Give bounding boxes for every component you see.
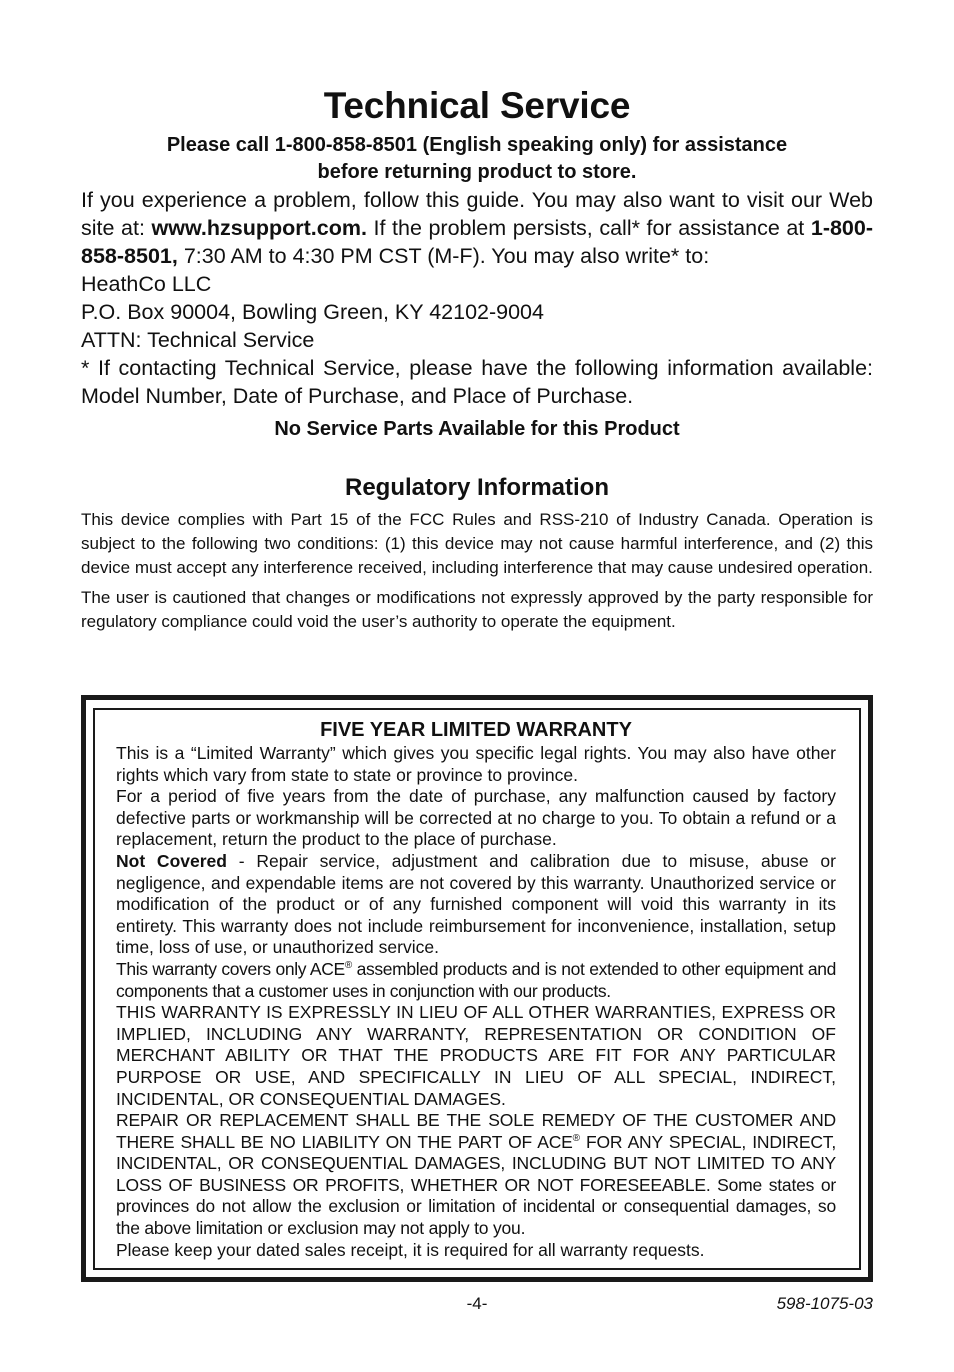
warranty-paragraph-2: For a period of five years from the date of purchase, any malfunction caused by factory defective parts or workmanship will be corrected at no charge to you. To obtain a refund or a replacement, return the product to the place of purchase. bbox=[116, 786, 836, 850]
remedy-text-a: REPAIR OR REPLACEMENT SHALL BE THE SOLE REMEDY OF THE CUSTOMER AND THERE SHALL BE NO LIABILITY ON THE PART OF ACE bbox=[116, 1110, 836, 1152]
regulatory-paragraph-2: The user is cautioned that changes or modifications not expressly approved by the party responsible for regulatory compliance could void the user’s authority to operate the equipment. bbox=[81, 588, 873, 631]
registered-mark: ® bbox=[344, 960, 352, 972]
warranty-not-covered bbox=[116, 851, 836, 959]
warranty-paragraph-6 bbox=[116, 1110, 836, 1240]
intro-paragraph bbox=[81, 186, 873, 270]
warranty-paragraph-7: Please keep your dated sales receipt, it is required for all warranty requests. bbox=[116, 1239, 705, 1260]
website-link[interactable]: www.hzsupport.com. bbox=[151, 216, 367, 240]
warranty-box bbox=[81, 695, 873, 1282]
warranty-content bbox=[93, 708, 861, 1270]
technical-service-section bbox=[81, 80, 873, 640]
warranty-paragraph-1: This is a “Limited Warranty” which gives you specific legal rights. You may also have other rights which vary from state to state or province to province. bbox=[116, 743, 836, 785]
warranty-title: FIVE YEAR LIMITED WARRANTY bbox=[320, 719, 632, 741]
no-parts-notice: No Service Parts Available for this Product bbox=[274, 418, 680, 440]
intro-text-1: If you experience a problem, follow this guide. You may also want to visit our Web site at: bbox=[81, 188, 873, 240]
coverage-text-a: This warranty covers only ACE bbox=[116, 958, 345, 979]
registered-mark-2: ® bbox=[572, 1132, 580, 1144]
regulatory-paragraph-1: This device complies with Part 15 of the FCC Rules and RSS-210 of Industry Canada. Operation is subject to the following two conditions: (1) this device may not cause harmful interference, and (2) this device must accept any interference received, including interference that may cause undesired operation. bbox=[81, 510, 873, 577]
warranty-paragraph-5: THIS WARRANTY IS EXPRESSLY IN LIEU OF ALL OTHER WARRANTIES, EXPRESS OR IMPLIED, INCLUDING ANY WARRANTY, REPRESENTATION OR CONDITION OF MERCHANT ABILITY OR THAT THE PRODUCTS ARE FIT FOR ANY PARTICULAR PURPOSE OR USE, AND SPECIFICALLY IN LIEU OF ALL SPECIAL, INDIRECT, INCIDENTAL, OR CONSEQUENTIAL DAMAGES. bbox=[116, 1002, 836, 1109]
document-code: 598-1075-03 bbox=[776, 1294, 873, 1313]
page-number: -4- bbox=[466, 1294, 488, 1313]
intro-text-3: 7:30 AM to 4:30 PM CST (M-F). You may also write* to: bbox=[177, 244, 710, 268]
regulatory-heading: Regulatory Information bbox=[344, 474, 609, 501]
callout-line-1: Please call 1-800-858-8501 (English speaking only) for assistance bbox=[166, 134, 788, 156]
phone-number: 1-800-858-8501, bbox=[81, 216, 874, 268]
address-attn: ATTN: Technical Service bbox=[81, 328, 315, 352]
callout-line-2: before returning product to store. bbox=[317, 161, 637, 183]
page-title: Technical Service bbox=[323, 85, 631, 126]
warranty-paragraph-4 bbox=[116, 959, 836, 1002]
address-company: HeathCo LLC bbox=[81, 272, 212, 296]
intro-text-2: If the problem persists, call* for assistance at bbox=[366, 216, 811, 240]
address-block bbox=[81, 270, 873, 354]
not-covered-text: - Repair service, adjustment and calibration due to misuse, abuse or negligence, and expendable items are not covered by this warranty. Unauthorized service or modification of the product or of any furnished component will void this warranty in its entirety. This warranty does not include reimbursement for inconvenience, installation, setup time, loss of use, or unauthorized service. bbox=[116, 850, 836, 958]
contact-note: * If contacting Technical Service, please have the following information available: Model Number, Date of Purchase, and Place of Purchase. bbox=[81, 356, 873, 408]
not-covered-label: Not Covered bbox=[116, 850, 227, 871]
address-street: P.O. Box 90004, Bowling Green, KY 42102-9004 bbox=[81, 300, 544, 324]
remedy-text-b: FOR ANY SPECIAL, INDIRECT, INCIDENTAL, OR CONSEQUENTIAL DAMAGES, INCLUDING BUT NOT LIMITED TO ANY LOSS OF BUSINESS OR PROFITS, WHETHER OR NOT FORESEEABLE. Some states or provinces do not allow the exclusion or limitation of incidental or consequential damages, so the above limitation or exclusion may not apply to you. bbox=[116, 1131, 836, 1239]
coverage-text-b: assembled products and is not extended to other equipment and components that a customer uses in conjunction with our products. bbox=[116, 958, 836, 1001]
